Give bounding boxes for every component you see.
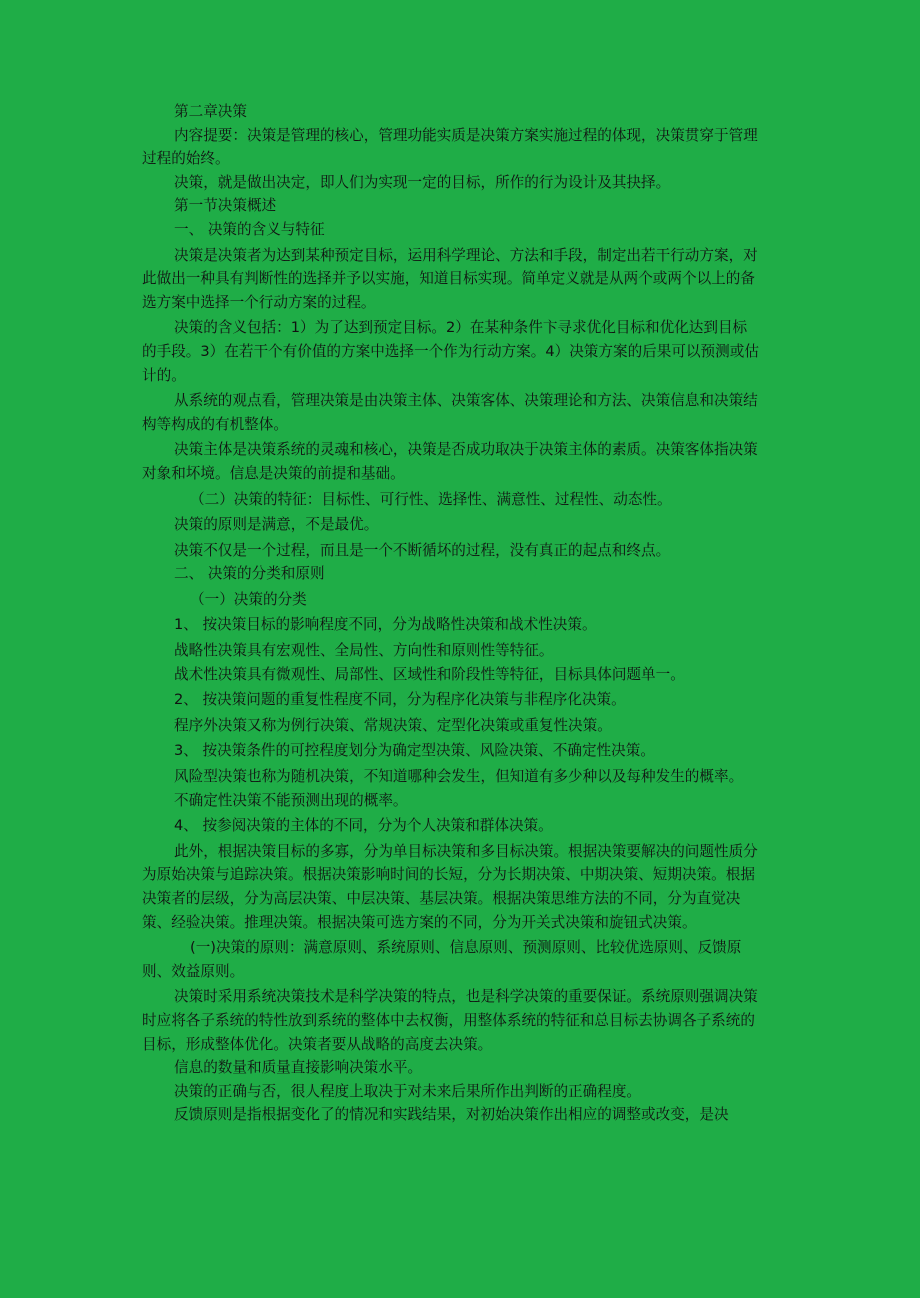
subsection-heading: 一、 决策的含义与特征 — [174, 220, 325, 238]
list-item-2: 2、 按决策问题的重复性程度不同，分为程序化决策与非程序化决策。 — [174, 691, 626, 709]
paragraph-decision-subject: 决策主体是决策系统的灵魂和核心，决策是否成功取决于决策主体的素质。决策客体指决策对象和坏境。信息是决策的前提和基础。 — [142, 441, 758, 482]
chapter-title: 第二章决策 — [174, 103, 247, 120]
paragraph-system-principle: 决策时采用系统决策技术是科学决策的特点，也是科学决策的重要保证。系统原则强调决策时应将各子系统的特性放到系统的整体中去权衡，用整体系统的特征和总目标去协调各子系统的目标，形成整体优化。决策者要从战略的高度去决策。 — [142, 988, 758, 1053]
list-item-1: 1、 按决策目标的影响程度不同，分为战略性决策和战术性决策。 — [174, 616, 597, 634]
paragraph-decision-features: （二）决策的特征：目标性、可行性、选择性、满意性、过程性、动态性。 — [190, 490, 672, 508]
paragraph-strategic: 战略性决策具有宏观性、全局性、方向性和原则性等特征。 — [174, 642, 554, 660]
paragraph-decision-includes: 决策的含义包括：1）为了达到预定目标。2）在某种条件卞寻求优化目标和优化达到目标的手段。3）在若干个有价值的方案中选择一个作为行动方案。4）决策方案的后果可以预测或估计的。 — [142, 319, 759, 384]
paragraph-system-view: 从系统的观点看，管理决策是由决策主体、决策客体、决策理论和方法、决策信息和决策结构等构成的有机整体。 — [142, 392, 758, 433]
paragraph-correctness: 决策的正确与否，很人程度上取决于对未来后果所作出判断的正确程度。 — [174, 1082, 642, 1100]
paragraph-uncertain: 不确定性决策不能预测出现的概率。 — [174, 791, 408, 809]
paragraph-principles: (一)决策的原则：满意原则、系统原则、信息原则、预测原则、比较优选原则、反馈原则、效益原则。 — [142, 939, 742, 980]
document-page — [142, 100, 760, 1127]
paragraph-decision-meaning: 决策是决策者为达到某种预定目标，运用科学理论、方法和手段，制定出若干行动方案，对此做出一种具有判断性的选择并予以实施，知道目标实现。简单定义就是从两个或两个以上的备选方案中选择一个行动方案的过程。 — [142, 246, 758, 311]
subheading-classification: （一）决策的分类 — [190, 590, 307, 608]
subsection-heading-classification: 二、 决策的分类和原则 — [174, 565, 325, 583]
list-item-4: 4、 按参阅决策的主体的不同，分为个人决策和群体决策。 — [174, 817, 553, 835]
paragraph-tactical: 战术性决策具有微观性、局部性、区域性和阶段性等特征，目标具体问题单一。 — [174, 665, 685, 683]
paragraph-definition: 决策，就是做出决定，即人们为实现一定的目标，所作的行为设计及其抉择。 — [174, 173, 671, 191]
paragraph-principle-satisfaction: 决策的原则是满意，不是最优。 — [174, 516, 379, 534]
paragraph-process: 决策不仅是一个过程，而且是一个不断循坏的过程，没有真正的起点和终点。 — [174, 541, 671, 559]
section-title: 第一节决策概述 — [174, 197, 277, 215]
content-summary: 内容提要：决策是管理的核心，管理功能实质是决策方案实施过程的体现，决策贯穿于管理过程的始终。 — [142, 126, 758, 168]
paragraph-feedback: 反馈原则是指根据变化了的情况和实践结果，对初始决策作出相应的调整或改变，是决 — [174, 1106, 729, 1124]
paragraph-information: 信息的数量和质量直接影响决策水平。 — [174, 1059, 423, 1077]
list-item-3: 3、 按决策条件的可控程度划分为确定型决策、风险决策、不确定性决策。 — [174, 742, 655, 760]
paragraph-risk: 风险型决策也称为随机决策，不知道哪种会发生，但知道有多少种以及每种发生的概率。 — [174, 768, 744, 786]
paragraph-other-classifications: 此外，根据决策目标的多寡，分为单目标决策和多目标决策。根据决策要解决的问题性质分为原始决策与追踪决策。根据决策影响时间的长短，分为长期决策、中期决策、短期决策。根据决策者的层级，分为高层决策、中层决策、基层决策。根据决策思维方法的不同，分为直觉决策、经验决策。推理决策。根据决策可选方案的不同，分为开关式决策和旋钮式决策。 — [142, 842, 758, 931]
paragraph-programmed: 程序外决策又称为例行决策、常规决策、定型化决策或重复性决策。 — [174, 716, 612, 734]
